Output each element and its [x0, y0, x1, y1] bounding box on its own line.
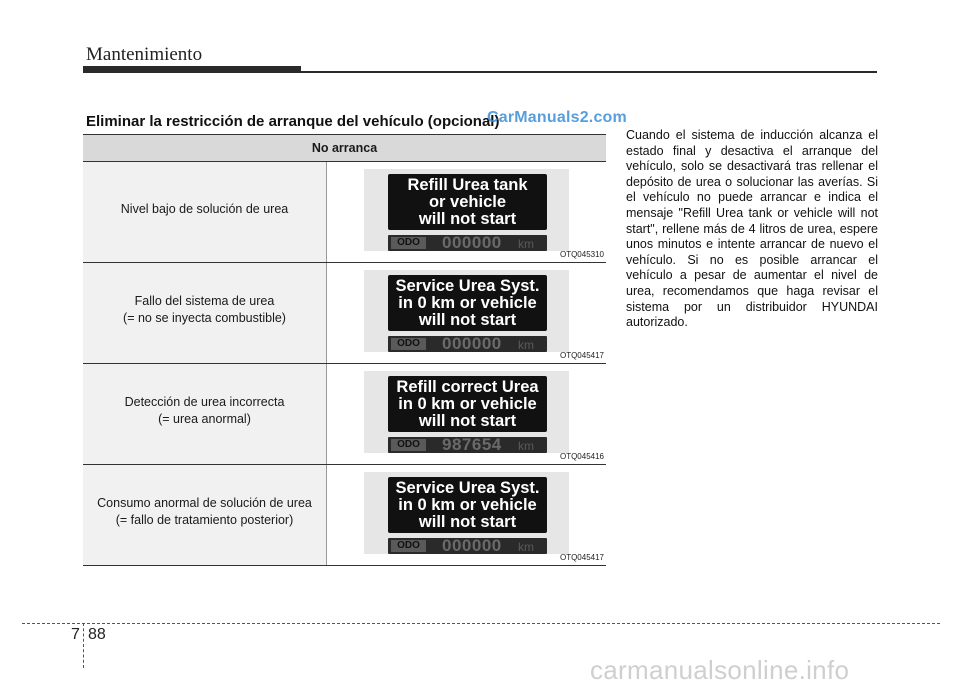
lcd-message [388, 174, 547, 230]
lcd-line: will not start [418, 310, 517, 329]
odometer-label: ODO [391, 338, 426, 350]
condition-line: Fallo del sistema de urea [134, 294, 275, 308]
chapter-number: 7 [71, 626, 80, 643]
condition-line: (= fallo de tratamiento posterior) [115, 513, 294, 527]
watermark-bottom: carmanualsonline.info [590, 655, 850, 685]
section-heading: Eliminar la restricción de arranque del vehículo (opcional) [86, 113, 500, 130]
cluster-display-image [364, 270, 569, 352]
odometer-value: 000000 [442, 336, 502, 352]
table-row [83, 364, 606, 465]
header-rule-thick [83, 66, 301, 73]
odometer-value: 000000 [442, 235, 502, 251]
lcd-message [388, 477, 547, 533]
odometer-label: ODO [391, 540, 426, 552]
condition-cell [83, 465, 327, 565]
figure-code: OTQ045417 [559, 553, 604, 562]
display-image-cell [327, 162, 606, 262]
condition-line: Detección de urea incorrecta [124, 395, 285, 409]
page-number: 88 [88, 626, 106, 643]
lcd-line: will not start [418, 209, 517, 228]
lcd-line: will not start [418, 512, 517, 531]
table-row [83, 162, 606, 263]
condition-line: (= no se inyecta combustible) [123, 311, 286, 325]
odometer-value: 987654 [442, 437, 502, 453]
odometer [388, 538, 547, 554]
lcd-line: Refill correct Urea [396, 377, 539, 396]
odometer-unit: km [518, 439, 534, 453]
table-row [83, 465, 606, 566]
lcd-line: or vehicle [428, 192, 507, 211]
page-header-title: Mantenimiento [86, 44, 203, 65]
condition-cell [83, 162, 327, 262]
lcd-line: Service Urea Syst. [395, 276, 540, 295]
cluster-display-image [364, 169, 569, 251]
header-rule-thin [301, 71, 877, 73]
display-image-cell [327, 364, 606, 464]
footer-rule [22, 623, 940, 624]
display-image-cell [327, 263, 606, 363]
condition-line: Consumo anormal de solución de urea [97, 496, 312, 510]
odometer-label: ODO [391, 237, 426, 249]
condition-cell [83, 364, 327, 464]
lcd-message [388, 275, 547, 331]
lcd-message [388, 376, 547, 432]
odometer-unit: km [518, 540, 534, 554]
odometer [388, 336, 547, 352]
lcd-line: will not start [418, 411, 517, 430]
condition-cell [83, 263, 327, 363]
start-restriction-table [83, 134, 606, 566]
figure-code: OTQ045310 [559, 250, 604, 259]
lcd-line: in 0 km or vehicle [398, 495, 537, 514]
footer-divider [83, 623, 84, 668]
lcd-line: Service Urea Syst. [395, 478, 540, 497]
lcd-line: in 0 km or vehicle [398, 394, 537, 413]
odometer-value: 000000 [442, 538, 502, 554]
cluster-display-image [364, 371, 569, 453]
cluster-display-image [364, 472, 569, 554]
odometer-label: ODO [391, 439, 426, 451]
lcd-line: in 0 km or vehicle [398, 293, 537, 312]
condition-line: (= urea anormal) [158, 412, 251, 426]
display-image-cell [327, 465, 606, 565]
odometer-unit: km [518, 338, 534, 352]
body-paragraph: Cuando el sistema de inducción alcanza el estado final y desactiva el arranque del vehículo, solo se desactivará tras rellenar el depósito de urea o solucionar las averías. Si el vehículo no puede arrancar e indica el mensaje "Refill Urea tank or vehicle will not start", rellene más de 4 litros de urea, espere unos minutos e intente arrancar de nuevo el vehículo. Si no es posible arrancar el vehículo a pesar de aumentar el nivel de urea, recomendamos que haga revisar el sistema por un distribuidor HYUNDAI autorizado. [626, 128, 878, 330]
lcd-line: Refill Urea tank [407, 175, 528, 194]
odometer [388, 235, 547, 251]
figure-code: OTQ045416 [559, 452, 604, 461]
odometer-unit: km [518, 237, 534, 251]
condition-line: Nivel bajo de solución de urea [120, 201, 289, 216]
table-row [83, 263, 606, 364]
figure-code: OTQ045417 [559, 351, 604, 360]
table-header: No arranca [83, 135, 606, 162]
watermark-top: CarManuals2.com [487, 109, 627, 126]
odometer [388, 437, 547, 453]
